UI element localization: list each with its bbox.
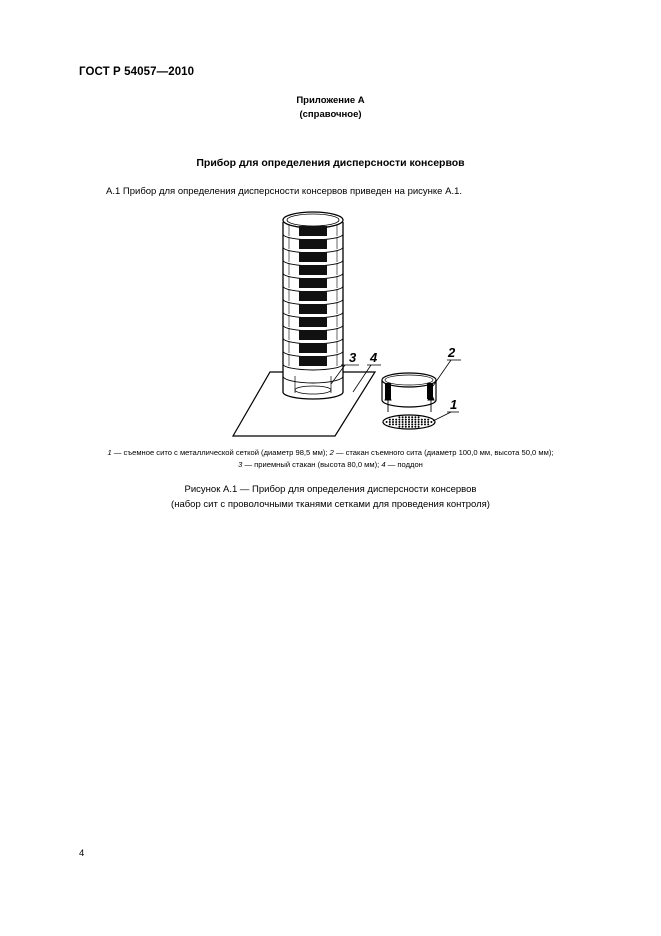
sieve-mesh-window — [299, 317, 327, 327]
mesh-hole — [414, 426, 416, 428]
mesh-hole — [405, 423, 407, 425]
sieve-mesh-window — [299, 252, 327, 262]
sieve-mesh-window — [299, 291, 327, 301]
mesh-hole — [411, 423, 413, 425]
sieve-mesh-window — [299, 304, 327, 314]
mesh-hole — [408, 419, 410, 421]
mesh-hole — [405, 419, 407, 421]
mesh-hole — [414, 416, 416, 418]
appendix-subtitle: (справочное) — [299, 109, 362, 120]
legend-text-4: — поддон — [385, 459, 423, 469]
mesh-hole — [418, 419, 420, 421]
mesh-hole — [408, 421, 410, 423]
mesh-hole — [408, 426, 410, 428]
legend-num-4: 4 — [381, 459, 386, 469]
mesh-hole — [418, 426, 420, 428]
mesh-hole — [414, 421, 416, 423]
figure-caption-line-1: Рисунок А.1 — Прибор для определения дисперсности консервов — [184, 484, 477, 495]
figure-caption — [0, 482, 661, 512]
mesh-hole — [395, 421, 397, 423]
mesh-hole — [392, 419, 394, 421]
mesh-hole — [389, 421, 391, 423]
legend-num-3: 3 — [238, 459, 243, 469]
mesh-hole — [424, 423, 426, 425]
mesh-hole — [405, 426, 407, 428]
mesh-hole — [411, 426, 413, 428]
callout-4: 4 — [370, 350, 378, 365]
mesh-hole — [398, 416, 400, 418]
mesh-hole — [430, 421, 432, 423]
sieve-mesh-window — [299, 330, 327, 340]
mesh-hole — [395, 419, 397, 421]
mesh-hole — [402, 419, 404, 421]
mesh-hole — [398, 423, 400, 425]
mesh-hole — [411, 416, 413, 418]
mesh-hole — [421, 421, 423, 423]
mesh-hole — [395, 423, 397, 425]
mesh-hole — [402, 416, 404, 418]
mesh-hole — [402, 426, 404, 428]
mesh-hole — [392, 421, 394, 423]
mesh-hole — [386, 421, 388, 423]
callout-1: 1 — [450, 397, 458, 412]
sieve-mesh-window — [299, 226, 327, 236]
mesh-hole — [411, 419, 413, 421]
mesh-hole — [398, 419, 400, 421]
mesh-hole — [414, 423, 416, 425]
legend-num-2: 2 — [329, 448, 334, 457]
mesh-hole — [427, 421, 429, 423]
figure-legend — [0, 447, 661, 470]
appendix-header — [0, 94, 661, 122]
sieve-mesh-window — [299, 278, 327, 288]
mesh-hole — [398, 421, 400, 423]
mesh-hole — [408, 423, 410, 425]
mesh-hole — [421, 423, 423, 425]
callout-2: 2 — [448, 345, 456, 360]
mesh-hole — [402, 421, 404, 423]
page-number: 4 — [79, 848, 85, 859]
mesh-hole — [424, 421, 426, 423]
mesh-hole — [402, 423, 404, 425]
mesh-hole — [398, 426, 400, 428]
legend-line-2 — [0, 459, 661, 471]
sieve-mesh-window — [299, 343, 327, 353]
mesh-hole — [418, 416, 420, 418]
mesh-hole — [392, 423, 394, 425]
appendix-title: Приложение А — [296, 95, 365, 106]
apparatus-drawing — [233, 212, 461, 436]
mesh-hole — [418, 423, 420, 425]
sieve-apparatus-figure — [225, 200, 465, 440]
mesh-hole — [427, 423, 429, 425]
mesh-hole — [414, 419, 416, 421]
legend-line-1 — [0, 447, 661, 459]
legend-text-2: — стакан съемного сита (диаметр 100,0 мм, высота 50,0 мм); — [333, 448, 554, 457]
sieve-mesh-window — [299, 265, 327, 275]
figure-caption-line-2: (набор сит с проволочными тканями сетками для проведения контроля) — [171, 499, 490, 510]
sieve-mesh-window — [299, 356, 327, 366]
mesh-hole — [408, 416, 410, 418]
mesh-hole — [389, 419, 391, 421]
mesh-hole — [405, 421, 407, 423]
legend-num-1: 1 — [107, 448, 112, 457]
mesh-hole — [389, 423, 391, 425]
sieve-mesh-window — [299, 239, 327, 249]
mesh-hole — [418, 421, 420, 423]
section-heading: Прибор для определения дисперсности консервов — [196, 157, 465, 169]
legend-text-1: — съемное сито с металлической сеткой (диаметр 98,5 мм); — [111, 448, 330, 457]
mesh-hole — [411, 421, 413, 423]
callout-3: 3 — [349, 350, 357, 365]
body-paragraph: А.1 Прибор для определения дисперсности консервов приведен на рисунке А.1. — [106, 186, 463, 197]
mesh-hole — [427, 419, 429, 421]
legend-text-3: — приемный стакан (высота 80,0 мм); — [242, 459, 382, 469]
mesh-hole — [421, 419, 423, 421]
document-code: ГОСТ Р 54057—2010 — [79, 66, 195, 78]
mesh-hole — [424, 419, 426, 421]
mesh-hole — [405, 416, 407, 418]
